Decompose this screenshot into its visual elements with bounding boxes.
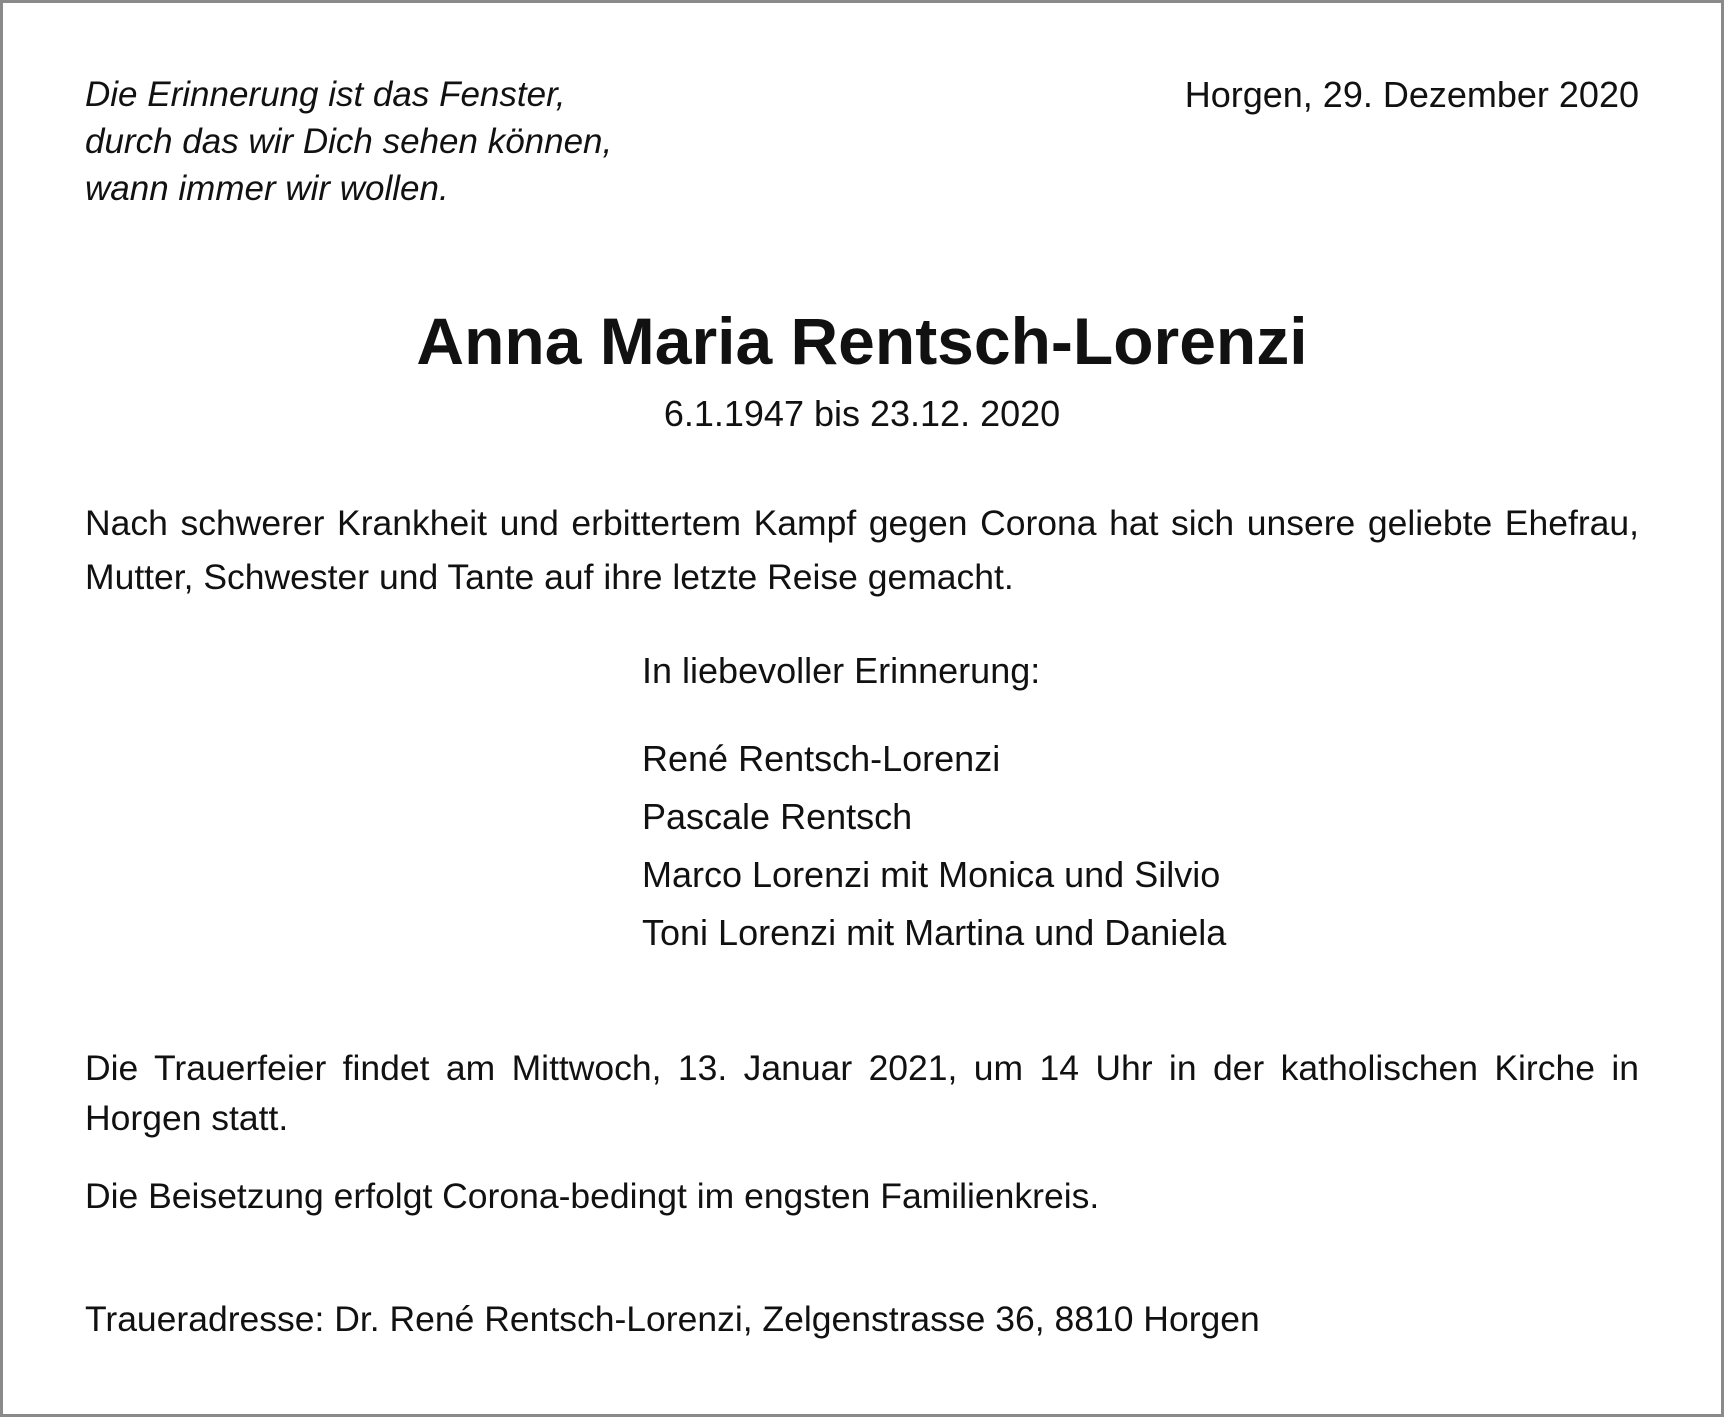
- ceremony-info: Die Trauerfeier findet am Mittwoch, 13. Januar 2021, um 14 Uhr in der katholischen Kirche in Horgen statt.: [85, 1048, 1639, 1138]
- mourner-name: Pascale Rentsch: [642, 796, 913, 837]
- place-date: Horgen, 29. Dezember 2020: [1184, 74, 1639, 115]
- quote-line: wann immer wir wollen.: [85, 169, 449, 208]
- mourners-heading: In liebevoller Erinnerung:: [642, 650, 1041, 691]
- notice-header: [85, 71, 1639, 221]
- mourners-block: [642, 648, 1542, 962]
- memorial-quote: [85, 71, 612, 212]
- burial-info: Die Beisetzung erfolgt Corona-bedingt im engsten Familienkreis.: [85, 1176, 1100, 1216]
- mourner-name: Toni Lorenzi mit Martina und Daniela: [642, 912, 1227, 953]
- deceased-lifespan: 6.1.1947 bis 23.12. 2020: [663, 393, 1061, 434]
- announcement-text: Nach schwerer Krankheit und erbittertem Kampf gegen Corona hat sich unsere geliebte Ehefrau, Mutter, Schwester und Tante auf ihre letzte Reise gemacht.: [85, 503, 1639, 597]
- mourner-name: René Rentsch-Lorenzi: [642, 738, 1001, 779]
- deceased-name: Anna Maria Rentsch-Lorenzi: [416, 304, 1308, 378]
- mourner-list: [642, 730, 1542, 962]
- mourning-address: Traueradresse: Dr. René Rentsch-Lorenzi, Zelgenstrasse 36, 8810 Horgen: [85, 1299, 1260, 1339]
- quote-line: Die Erinnerung ist das Fenster,: [85, 75, 566, 114]
- quote-line: durch das wir Dich sehen können,: [85, 122, 613, 161]
- notice-content: [85, 3, 1639, 1414]
- mourner-name: Marco Lorenzi mit Monica und Silvio: [642, 854, 1221, 895]
